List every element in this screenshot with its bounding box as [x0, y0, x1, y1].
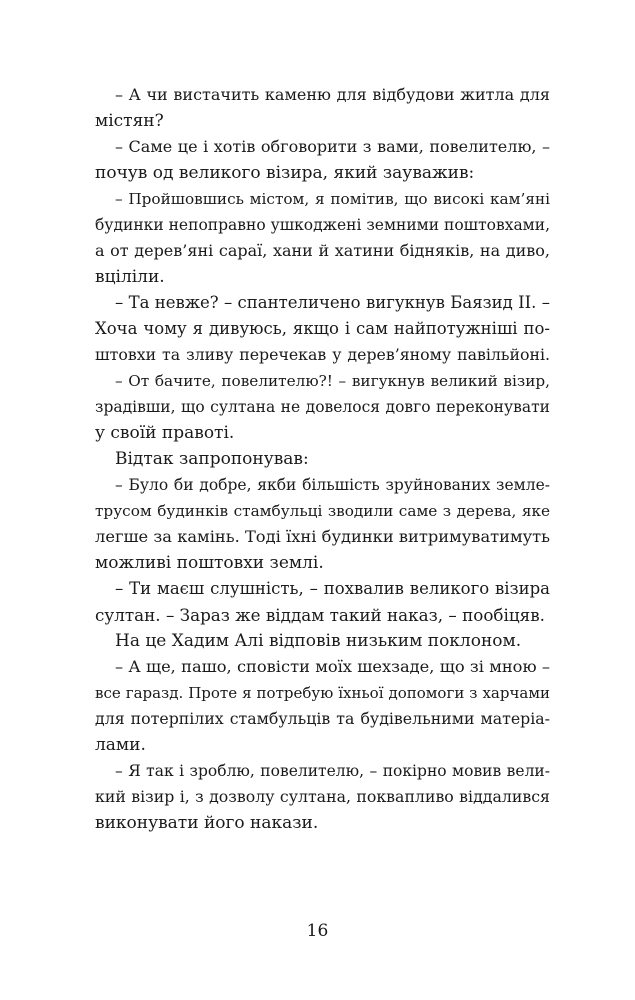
text-line: кий візир і, з дозволу султана, поквапливо віддалився	[95, 787, 550, 806]
text-line: для потерпілих стамбульців та будівельними матеріа-	[95, 709, 550, 728]
text-line: зрадівши, що султана не довелося довго переконувати	[95, 398, 550, 416]
text-line: На це Хадим Алі відповів низьким поклоном.	[115, 631, 522, 651]
text-line: – Пройшовшись містом, я помітив, що високі кам’яні	[115, 190, 550, 208]
text-line: у своїй правоті.	[95, 423, 235, 443]
text-line: вціліли.	[95, 267, 165, 287]
page-number: 16	[306, 921, 329, 941]
text-line: штовхи та зливу перечекав у дерев’яному павільйоні.	[95, 345, 550, 364]
text-line: а от дерев’яні сараї, хани й хатини бідняків, на диво,	[95, 241, 550, 260]
text-line: трусом будинків стамбульці зводили саме з дерева, яке	[95, 502, 550, 520]
text-line: – Було би добре, якби більшість зруйнованих земле-	[115, 476, 550, 494]
text-line: Відтак запропонував:	[115, 449, 309, 469]
text-line: все гаразд. Проте я потребую їхньої допомоги з харчами	[95, 684, 550, 702]
text-line: – А ще, пашо, сповісти моїх шехзаде, що зі мною –	[115, 657, 550, 676]
text-line: почув од великого візира, який зауважив:	[95, 163, 475, 183]
text-line: будинки непоправно ушкоджені земними поштовхами,	[95, 216, 550, 234]
text-line: – Я так і зроблю, повелителю, – покірно мовив вели-	[115, 762, 550, 780]
text-line: легше за камінь. Тоді їхні будинки витримуватимуть	[95, 527, 550, 546]
text-line: – Ти маєш слушність, – похвалив великого візира	[115, 579, 550, 598]
text-line: – Та невже? – спантеличено вигукнув Баязид ІІ. –	[115, 293, 550, 312]
text-line: можливі поштовхи землі.	[95, 553, 324, 573]
text-line: султан. – Зараз же віддам такий наказ, – пообіцяв.	[95, 605, 545, 625]
text-line: Хоча чому я дивуюсь, якщо і сам найпотужніші по-	[95, 319, 550, 338]
text-line: містян?	[95, 111, 164, 131]
body-text	[95, 82, 550, 836]
text-line: лами.	[95, 735, 146, 755]
text-line: – Саме це і хотів обговорити з вами, повелителю, –	[115, 137, 550, 156]
text-line: виконувати його накази.	[95, 813, 319, 833]
text-line: – От бачите, повелителю?! – вигукнув великий візир,	[115, 372, 550, 390]
text-line: – А чи вистачить каменю для відбудови житла для	[115, 85, 550, 104]
